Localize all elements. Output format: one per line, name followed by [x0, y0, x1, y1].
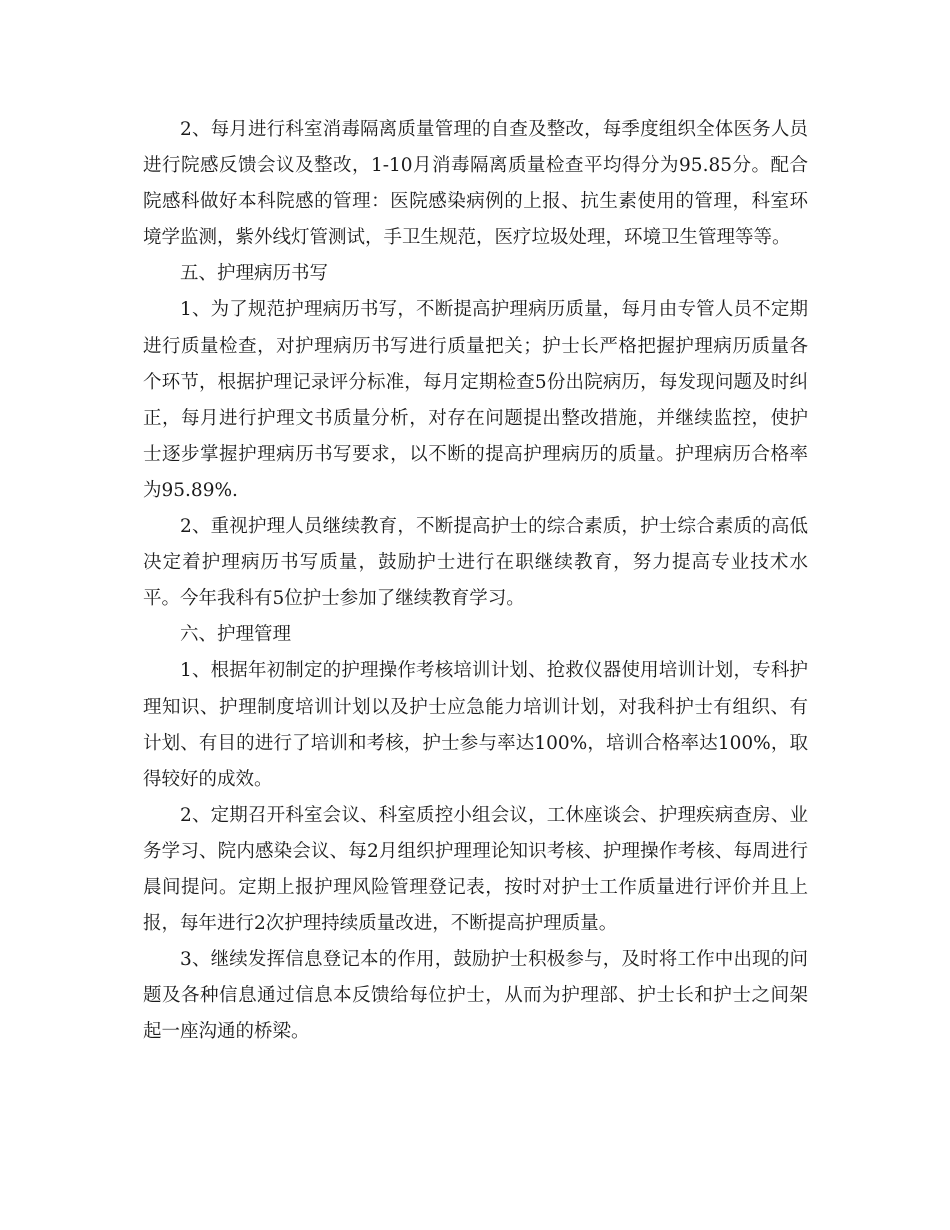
paragraph-record-quality-check: 1、为了规范护理病历书写，不断提高护理病历质量，每月由专管人员不定期进行质量检查，对护理病历书写进行质量把关；护士长严格把握护理病历质量各个环节，根据护理记录评分标准，每月定期检查5份出院病历，每发现问题及时纠正，每月进行护理文书质量分析，对存在问题提出整改措施，并继续监控，使护士逐步掌握护理病历书写要求，以不断的提高护理病历的质量。护理病历合格率为95.89%.: [143, 299, 808, 501]
paragraph-continuing-education: 2、重视护理人员继续教育，不断提高护士的综合素质，护士综合素质的高低决定着护理病历书写质量，鼓励护士进行在职继续教育，努力提高专业技术水平。今年我科有5位护士参加了继续教育学习。: [143, 516, 808, 610]
paragraph-info-register: 3、继续发挥信息登记本的作用，鼓励护士积极参与，及时将工作中出现的问题及各种信息通过信息本反馈给每位护士，从而为护理部、护士长和护士之间架起一座沟通的桥梁。: [143, 949, 808, 1043]
paragraph-disinfection-management: 2、每月进行科室消毒隔离质量管理的自查及整改，每季度组织全体医务人员进行院感反馈会议及整改，1-10月消毒隔离质量检查平均得分为95.85分。配合院感科做好本科院感的管理：医院感染病例的上报、抗生素使用的管理，科室环境学监测，紫外线灯管测试，手卫生规范，医疗垃圾处理，环境卫生管理等等。: [143, 119, 808, 249]
section-heading-nursing-records: 五、护理病历书写: [180, 263, 329, 285]
paragraph-training-plan: 1、根据年初制定的护理操作考核培训计划、抢救仪器使用培训计划，专科护理知识、护理制度培训计划以及护士应急能力培训计划，对我科护士有组织、有计划、有目的进行了培训和考核，护士参与率达100%，培训合格率达100%，取得较好的成效。: [143, 660, 808, 790]
section-heading-nursing-management: 六、护理管理: [180, 624, 292, 646]
document-body: [143, 112, 808, 1050]
paragraph-regular-meetings: 2、定期召开科室会议、科室质控小组会议，工休座谈会、护理疾病查房、业务学习、院内感染会议、每2月组织护理理论知识考核、护理操作考核、每周进行晨间提问。定期上报护理风险管理登记表，按时对护士工作质量进行评价并且上报，每年进行2次护理持续质量改进，不断提高护理质量。: [143, 804, 808, 935]
